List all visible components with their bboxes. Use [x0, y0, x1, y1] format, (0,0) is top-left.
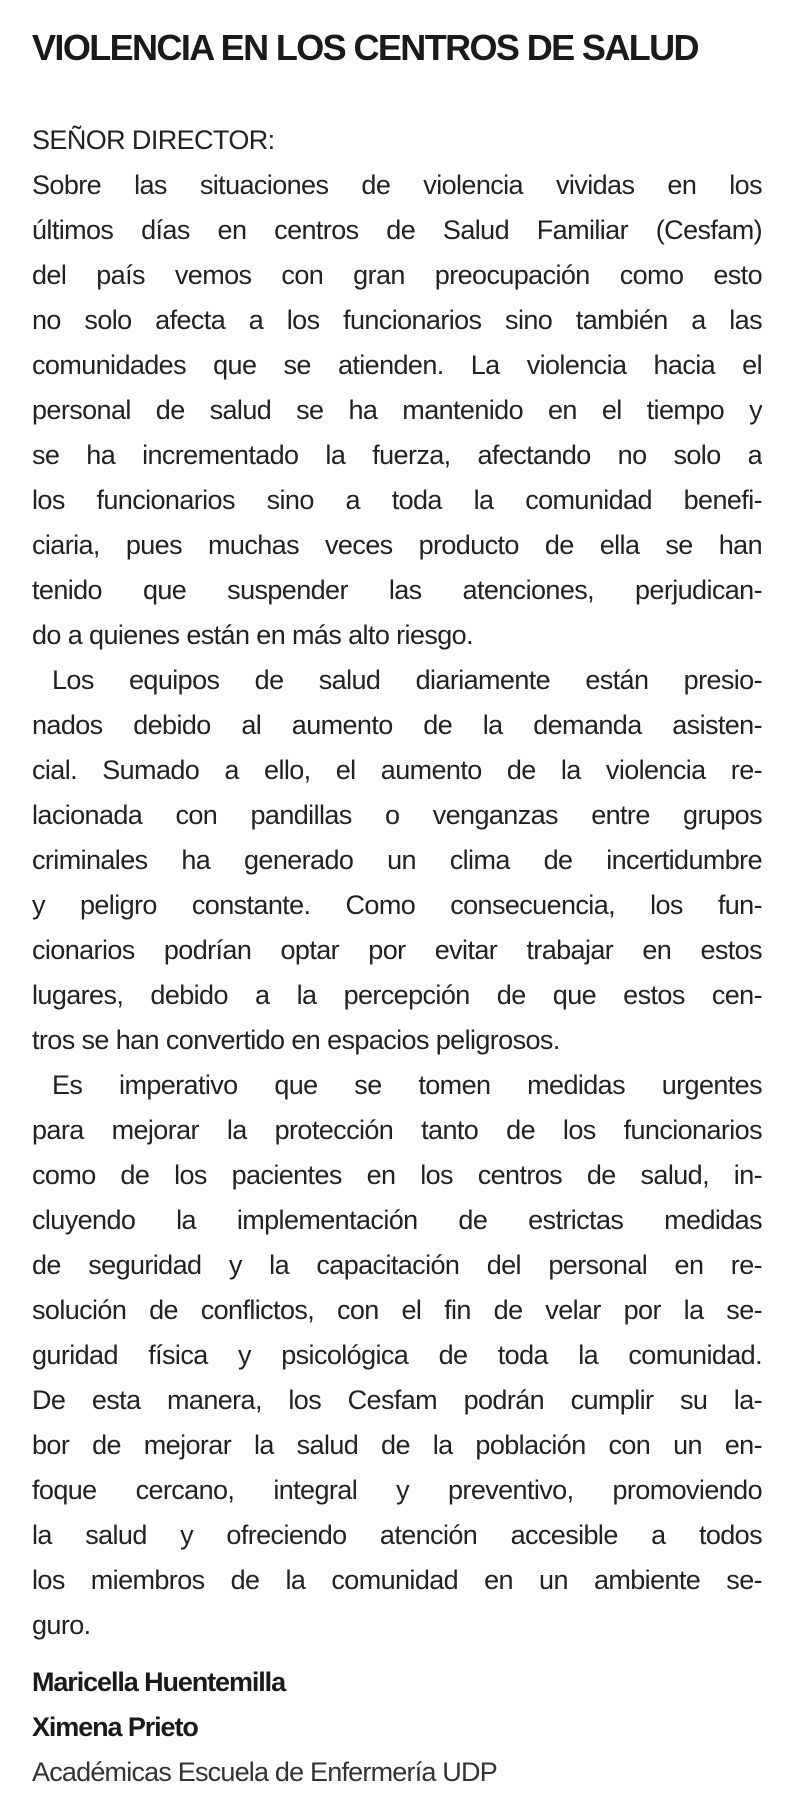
paragraph-line: solución de conflictos, con el fin de velar por la se-	[32, 1295, 762, 1325]
paragraph-line: Sobre las situaciones de violencia vividas en los	[32, 170, 762, 200]
letter-body	[32, 118, 762, 1648]
paragraph-line: personal de salud se ha mantenido en el tiempo y	[32, 395, 762, 425]
paragraph-line: Los equipos de salud diariamente están presio-	[52, 665, 762, 695]
paragraph-line: lacionada con pandillas o venganzas entre grupos	[32, 800, 762, 830]
paragraph-line: últimos días en centros de Salud Familiar (Cesfam)	[32, 215, 762, 245]
headline: VIOLENCIA EN LOS CENTROS DE SALUD	[32, 27, 698, 68]
paragraph-line: no solo afecta a los funcionarios sino también a las	[32, 305, 762, 335]
paragraph-line: Es imperativo que se tomen medidas urgentes	[52, 1070, 762, 1100]
paragraph-3	[32, 1063, 762, 1648]
paragraph-line: cluyendo la implementación de estrictas medidas	[32, 1205, 762, 1235]
paragraph-line: nados debido al aumento de la demanda asisten-	[32, 710, 762, 740]
paragraph-line: tenido que suspender las atenciones, perjudican-	[32, 575, 762, 605]
paragraph-line: cionarios podrían optar por evitar trabajar en estos	[32, 935, 762, 965]
signature-block	[32, 1660, 762, 1795]
paragraph-line: comunidades que se atienden. La violencia hacia el	[32, 350, 762, 380]
paragraph-line: cial. Sumado a ello, el aumento de la violencia re-	[32, 755, 762, 785]
paragraph-line: y peligro constante. Como consecuencia, los fun-	[32, 890, 762, 920]
paragraph-line: se ha incrementado la fuerza, afectando no solo a	[32, 440, 762, 470]
author-name: Ximena Prieto	[32, 1712, 198, 1742]
paragraph-line: la salud y ofreciendo atención accesible a todos	[32, 1520, 762, 1550]
paragraph-line: guridad física y psicológica de toda la comunidad.	[32, 1340, 762, 1370]
paragraph-line: De esta manera, los Cesfam podrán cumplir su la-	[32, 1385, 762, 1415]
paragraph-line: do a quienes están en más alto riesgo.	[32, 620, 473, 650]
paragraph-line: como de los pacientes en los centros de salud, in-	[32, 1160, 762, 1190]
paragraph-line: de seguridad y la capacitación del personal en re-	[32, 1250, 762, 1280]
author-name: Maricella Huentemilla	[32, 1667, 286, 1697]
paragraph-line: del país vemos con gran preocupación como esto	[32, 260, 762, 290]
paragraph-line: bor de mejorar la salud de la población con un en-	[32, 1430, 762, 1460]
salutation: SEÑOR DIRECTOR:	[32, 125, 275, 155]
author-affiliation: Académicas Escuela de Enfermería UDP	[32, 1757, 497, 1787]
paragraph-line: criminales ha generado un clima de incertidumbre	[32, 845, 762, 875]
paragraph-1	[32, 163, 762, 658]
paragraph-2	[32, 658, 762, 1063]
paragraph-line: los miembros de la comunidad en un ambiente se-	[32, 1565, 762, 1595]
paragraph-line: los funcionarios sino a toda la comunidad benefi-	[32, 485, 762, 515]
paragraph-line: guro.	[32, 1610, 91, 1640]
paragraph-line: foque cercano, integral y preventivo, promoviendo	[32, 1475, 762, 1505]
paragraph-line: ciaria, pues muchas veces producto de ella se han	[32, 530, 762, 560]
paragraph-line: lugares, debido a la percepción de que estos cen-	[32, 980, 762, 1010]
paragraph-line: tros se han convertido en espacios peligrosos.	[32, 1025, 560, 1055]
paragraph-line: para mejorar la protección tanto de los funcionarios	[32, 1115, 762, 1145]
